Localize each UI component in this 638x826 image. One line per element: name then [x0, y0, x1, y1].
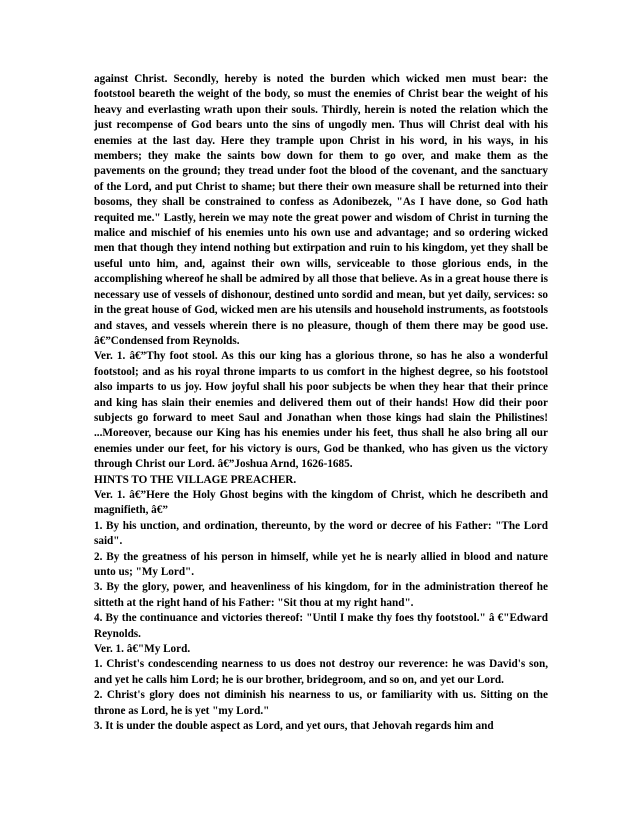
- list-item-4: 4. By the continuance and victories thereof: "Until I make thy foes thy footstool." â €"Edward Reynolds.: [94, 612, 548, 640]
- body-paragraph-1: against Christ. Secondly, hereby is noted the burden which wicked men must bear: the footstool beareth the weight of the body, so must the enemies of Christ bear the weight of his heavy and everlasting wrath upon their souls. Thirdly, herein is noted the relation which the just recompense of God bears unto the sins of ungodly men. Thus will Christ deal with his enemies at the last day. Here they trample upon Christ in his word, in his ways, in his members; they make the saints bow down for them to go over, and make them as the pavements on the ground; they tread under foot the blood of the covenant, and the sanctuary of the Lord, and put Christ to shame; but there their own measure shall be returned into their bosoms, they shall be constrained to confess as Adonibezek, "As I have done, so God hath requited me." Lastly, herein we may note the great power and wisdom of Christ in turning the malice and mischief of his enemies unto his own use and advantage; and so ordering wicked men that though they intend nothing but extirpation and ruin to his kingdom, yet they shall be useful unto him, and, against their own wills, serviceable to those glorious ends, in the accomplishing whereof he shall be admired by all those that believe. As in a great house there is necessary use of vessels of dishonour, destined unto sordid and mean, but yet daily, services: so in the great house of God, wicked men are his utensils and household instruments, as footstools and staves, and vessels wherein there is no pleasure, though of them there may be good use. â€”Condensed from Reynolds.: [94, 73, 548, 347]
- body-paragraph-3: Ver. 1. â€”Here the Holy Ghost begins with the kingdom of Christ, which he describeth and magnifieth, â€”: [94, 488, 548, 517]
- section-heading: HINTS TO THE VILLAGE PREACHER.: [94, 473, 297, 486]
- list-item-5: 1. Christ's condescending nearness to us does not destroy our reverence: he was David's son, and yet he calls him Lord; he is our brother, bridegroom, and so on, and yet our Lord.: [94, 658, 548, 686]
- list-item-1: 1. By his unction, and ordination, thereunto, by the word or decree of his Father: "The Lord said".: [94, 519, 548, 548]
- list-item-2: 2. By the greatness of his person in himself, while yet he is nearly allied in blood and nature unto us; "My Lord".: [94, 550, 548, 578]
- verse-heading: Ver. 1. â€"My Lord.: [94, 643, 191, 656]
- body-paragraph-2: Ver. 1. â€”Thy foot stool. As this our king has a glorious throne, so has he also a wonderful footstool; and as his royal throne imparts to us comfort in the highest degree, so his footstool also imparts to us joy. How joyful shall his poor subjects be when they hear that their prince and king has slain their enemies and delivered them out of their hands! How did their poor subjects go forward to meet Saul and Jonathan when those kings had slain the Philistines! ...Moreover, because our King has his enemies under his feet, thus shall he also bring all our enemies under our feet, for his victory is ours, God be thanked, who has given us the victory through Christ our Lord. â€”Joshua Arnd, 1626-1685.: [94, 350, 548, 471]
- list-item-7: 3. It is under the double aspect as Lord, and yet ours, that Jehovah regards him and: [94, 720, 494, 733]
- list-item-6: 2. Christ's glory does not diminish his nearness to us, or familiarity with us. Sitting on the throne as Lord, he is yet "my Lord.": [94, 689, 548, 717]
- document-page: [94, 72, 548, 734]
- list-item-3: 3. By the glory, power, and heavenliness of his kingdom, for in the administration thereof he sitteth at the right hand of his Father: "Sit thou at my right hand".: [94, 581, 548, 609]
